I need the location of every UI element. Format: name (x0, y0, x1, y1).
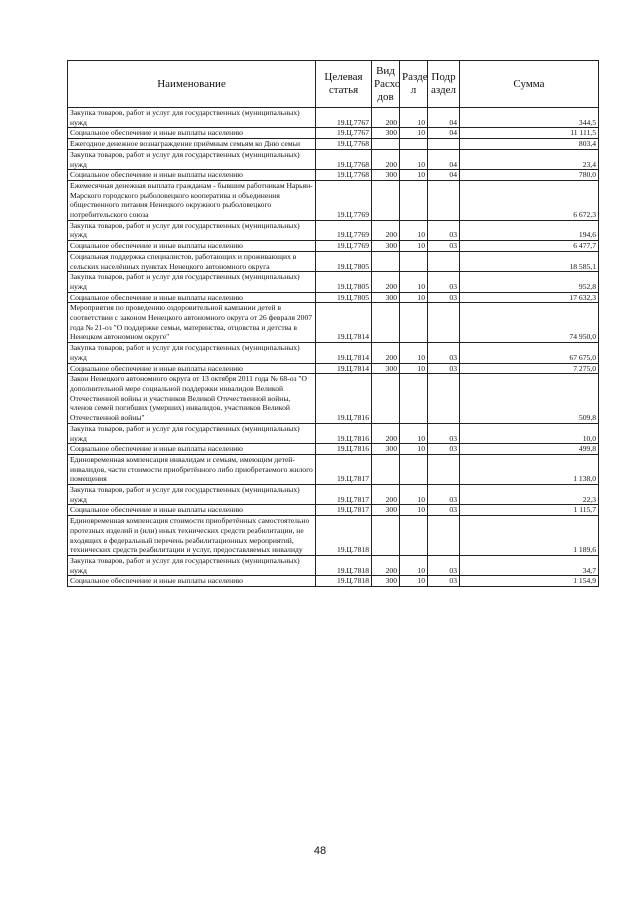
cell-subsection: 03 (428, 343, 460, 363)
table-row (68, 576, 599, 587)
cell-subsection: 03 (428, 272, 460, 292)
cell-subsection: 03 (428, 241, 460, 252)
cell-expense-type: 200 (372, 272, 400, 292)
cell-name: Закупка товаров, работ и услуг для государственных (муниципальных) нужд (68, 149, 316, 169)
cell-section: 10 (400, 423, 428, 443)
cell-subsection: 03 (428, 444, 460, 455)
header-subsection: Подр аздел (428, 61, 460, 108)
cell-subsection: 03 (428, 220, 460, 240)
cell-subsection: 03 (428, 555, 460, 575)
cell-name: Единовременная компенсация инвалидам и семьям, имеющим детей-инвалидов, части стоимости приобретённого либо приобретаемого жилого помещения (68, 454, 316, 484)
cell-name: Социальное обеспечение и иные выплаты населению (68, 292, 316, 303)
cell-target-article: 19.Ц.7768 (316, 170, 372, 181)
cell-section: 10 (400, 485, 428, 505)
cell-expense-type: 300 (372, 170, 400, 181)
cell-expense-type (372, 139, 400, 150)
cell-name: Социальное обеспечение и иные выплаты населению (68, 241, 316, 252)
cell-section: 10 (400, 292, 428, 303)
cell-section (400, 454, 428, 484)
cell-sum: 67 675,0 (460, 343, 599, 363)
cell-subsection (428, 516, 460, 556)
cell-name: Социальное обеспечение и иные выплаты населению (68, 444, 316, 455)
cell-expense-type: 200 (372, 555, 400, 575)
cell-section: 10 (400, 241, 428, 252)
cell-sum: 509,8 (460, 374, 599, 424)
cell-sum: 499,8 (460, 444, 599, 455)
cell-sum: 803,4 (460, 139, 599, 150)
cell-sum: 344,5 (460, 108, 599, 128)
cell-expense-type: 200 (372, 343, 400, 363)
cell-section: 10 (400, 505, 428, 516)
cell-target-article: 19.Ц.7768 (316, 139, 372, 150)
table-row (68, 170, 599, 181)
cell-subsection: 03 (428, 363, 460, 374)
cell-expense-type: 200 (372, 485, 400, 505)
cell-section: 10 (400, 108, 428, 128)
cell-subsection: 04 (428, 128, 460, 139)
cell-target-article: 19.Ц.7814 (316, 363, 372, 374)
cell-sum: 1 115,7 (460, 505, 599, 516)
cell-section: 10 (400, 363, 428, 374)
cell-sum: 22,3 (460, 485, 599, 505)
table-row (68, 220, 599, 240)
cell-expense-type (372, 516, 400, 556)
cell-sum: 780,0 (460, 170, 599, 181)
header-section: Разде л (400, 61, 428, 108)
cell-target-article: 19.Ц.7818 (316, 516, 372, 556)
cell-sum: 1 189,6 (460, 516, 599, 556)
header-sum: Сумма (460, 61, 599, 108)
cell-target-article: 19.Ц.7818 (316, 576, 372, 587)
cell-expense-type: 200 (372, 423, 400, 443)
table-row (68, 555, 599, 575)
cell-expense-type: 300 (372, 128, 400, 139)
cell-name: Закупка товаров, работ и услуг для государственных (муниципальных) нужд (68, 555, 316, 575)
cell-expense-type: 300 (372, 576, 400, 587)
cell-target-article: 19.Ц.7818 (316, 555, 372, 575)
table-row (68, 505, 599, 516)
cell-subsection (428, 139, 460, 150)
table-row (68, 108, 599, 128)
cell-name: Социальное обеспечение и иные выплаты населению (68, 576, 316, 587)
cell-section (400, 180, 428, 220)
cell-section: 10 (400, 220, 428, 240)
cell-section (400, 374, 428, 424)
table-row (68, 485, 599, 505)
table-row (68, 241, 599, 252)
cell-name: Закупка товаров, работ и услуг для государственных (муниципальных) нужд (68, 272, 316, 292)
cell-name: Социальное обеспечение и иные выплаты населению (68, 128, 316, 139)
cell-name: Закупка товаров, работ и услуг для государственных (муниципальных) нужд (68, 423, 316, 443)
cell-name: Закупка товаров, работ и услуг для государственных (муниципальных) нужд (68, 485, 316, 505)
cell-section (400, 516, 428, 556)
cell-expense-type: 300 (372, 241, 400, 252)
table-row (68, 251, 599, 271)
cell-subsection: 03 (428, 423, 460, 443)
cell-target-article: 19.Ц.7817 (316, 485, 372, 505)
table-header-row (68, 61, 599, 108)
cell-sum: 23,4 (460, 149, 599, 169)
cell-section: 10 (400, 343, 428, 363)
header-name: Наименование (68, 61, 316, 108)
cell-expense-type (372, 374, 400, 424)
cell-expense-type (372, 454, 400, 484)
table-row (68, 444, 599, 455)
cell-subsection: 04 (428, 170, 460, 181)
cell-expense-type (372, 180, 400, 220)
table-row (68, 516, 599, 556)
cell-expense-type (372, 251, 400, 271)
cell-sum: 18 585,1 (460, 251, 599, 271)
cell-expense-type: 300 (372, 444, 400, 455)
table-row (68, 128, 599, 139)
cell-name: Социальная поддержка специалистов, работающих и проживающих в сельских населённых пунктах Ненецкого автономного округа (68, 251, 316, 271)
header-expense-type: Вид Расхо дов (372, 61, 400, 108)
table-row (68, 454, 599, 484)
cell-subsection (428, 374, 460, 424)
cell-section (400, 251, 428, 271)
cell-subsection: 04 (428, 108, 460, 128)
cell-subsection: 03 (428, 505, 460, 516)
cell-section: 10 (400, 444, 428, 455)
cell-sum: 74 950,0 (460, 303, 599, 343)
cell-expense-type: 300 (372, 363, 400, 374)
cell-name: Социальное обеспечение и иные выплаты населению (68, 363, 316, 374)
cell-subsection (428, 454, 460, 484)
cell-sum: 6 477,7 (460, 241, 599, 252)
cell-sum: 11 111,5 (460, 128, 599, 139)
cell-sum: 1 138,0 (460, 454, 599, 484)
header-target-article: Целевая статья (316, 61, 372, 108)
cell-name: Закупка товаров, работ и услуг для государственных (муниципальных) нужд (68, 108, 316, 128)
cell-sum: 10,0 (460, 423, 599, 443)
cell-expense-type: 200 (372, 149, 400, 169)
table-row (68, 272, 599, 292)
cell-name: Закон Ненецкого автономного округа от 13 октября 2011 года № 68-оз "О дополнительной мере социальной поддержки инвалидов Великой Отечественной войны и участников Великой Отечественной войны, членов семей погибших (умерших) инвалидов, участников Великой Отечественной войны" (68, 374, 316, 424)
cell-target-article: 19.Ц.7769 (316, 220, 372, 240)
cell-expense-type (372, 303, 400, 343)
table-row (68, 363, 599, 374)
cell-section: 10 (400, 555, 428, 575)
cell-target-article: 19.Ц.7814 (316, 303, 372, 343)
cell-target-article: 19.Ц.7767 (316, 128, 372, 139)
cell-expense-type: 200 (372, 108, 400, 128)
cell-target-article: 19.Ц.7816 (316, 444, 372, 455)
cell-section: 10 (400, 128, 428, 139)
cell-expense-type: 200 (372, 220, 400, 240)
cell-section: 10 (400, 272, 428, 292)
cell-target-article: 19.Ц.7816 (316, 374, 372, 424)
cell-name: Ежемесячная денежная выплата гражданам - бывшим работникам Нарьян-Марского городского рыболовецкого кооператива и объединения общественного питания Ненецкого окружного рыболовецкого потребительского союза (68, 180, 316, 220)
cell-sum: 34,7 (460, 555, 599, 575)
cell-target-article: 19.Ц.7769 (316, 180, 372, 220)
cell-target-article: 19.Ц.7805 (316, 272, 372, 292)
cell-sum: 7 275,0 (460, 363, 599, 374)
cell-sum: 17 632,3 (460, 292, 599, 303)
table-row (68, 149, 599, 169)
cell-expense-type: 300 (372, 505, 400, 516)
cell-sum: 194,6 (460, 220, 599, 240)
table-row (68, 374, 599, 424)
cell-name: Социальное обеспечение и иные выплаты населению (68, 170, 316, 181)
cell-subsection: 03 (428, 292, 460, 303)
cell-name: Социальное обеспечение и иные выплаты населению (68, 505, 316, 516)
cell-sum: 1 154,9 (460, 576, 599, 587)
cell-subsection: 03 (428, 485, 460, 505)
table-row (68, 180, 599, 220)
cell-expense-type: 300 (372, 292, 400, 303)
cell-section (400, 139, 428, 150)
cell-name: Ежегодное денежное вознаграждение приёмным семьям ко Дню семьи (68, 139, 316, 150)
cell-target-article: 19.Ц.7767 (316, 108, 372, 128)
table-row (68, 292, 599, 303)
cell-name: Единовременная компенсация стоимости приобретённых самостоятельно протезных изделий и (или) иных технических средств реабилитации, не входящих в федеральный перечень реабилитационных мероприятий, технических средств реабилитации и услуг, предоставляемых инвалиду (68, 516, 316, 556)
table-row (68, 139, 599, 150)
cell-target-article: 19.Ц.7817 (316, 505, 372, 516)
cell-name: Закупка товаров, работ и услуг для государственных (муниципальных) нужд (68, 220, 316, 240)
cell-target-article: 19.Ц.7817 (316, 454, 372, 484)
cell-subsection (428, 180, 460, 220)
cell-subsection: 04 (428, 149, 460, 169)
cell-target-article: 19.Ц.7805 (316, 292, 372, 303)
table-row (68, 343, 599, 363)
cell-target-article: 19.Ц.7814 (316, 343, 372, 363)
cell-name: Закупка товаров, работ и услуг для государственных (муниципальных) нужд (68, 343, 316, 363)
cell-subsection: 03 (428, 576, 460, 587)
budget-table (67, 60, 599, 587)
cell-sum: 6 672,3 (460, 180, 599, 220)
cell-target-article: 19.Ц.7816 (316, 423, 372, 443)
cell-section: 10 (400, 170, 428, 181)
table-row (68, 303, 599, 343)
cell-target-article: 19.Ц.7805 (316, 251, 372, 271)
cell-target-article: 19.Ц.7768 (316, 149, 372, 169)
cell-sum: 952,8 (460, 272, 599, 292)
cell-target-article: 19.Ц.7769 (316, 241, 372, 252)
cell-section: 10 (400, 576, 428, 587)
cell-section (400, 303, 428, 343)
page-number: 48 (313, 845, 327, 857)
table-row (68, 423, 599, 443)
cell-subsection (428, 303, 460, 343)
cell-section: 10 (400, 149, 428, 169)
cell-name: Мероприятия по проведению оздоровительной кампании детей в соответствии с законом Ненецкого автономного округа от 26 февраля 2007 года № 21-оз "О поддержке семьи, материнства, отцовства и детства в Ненецком автономном округе" (68, 303, 316, 343)
cell-subsection (428, 251, 460, 271)
